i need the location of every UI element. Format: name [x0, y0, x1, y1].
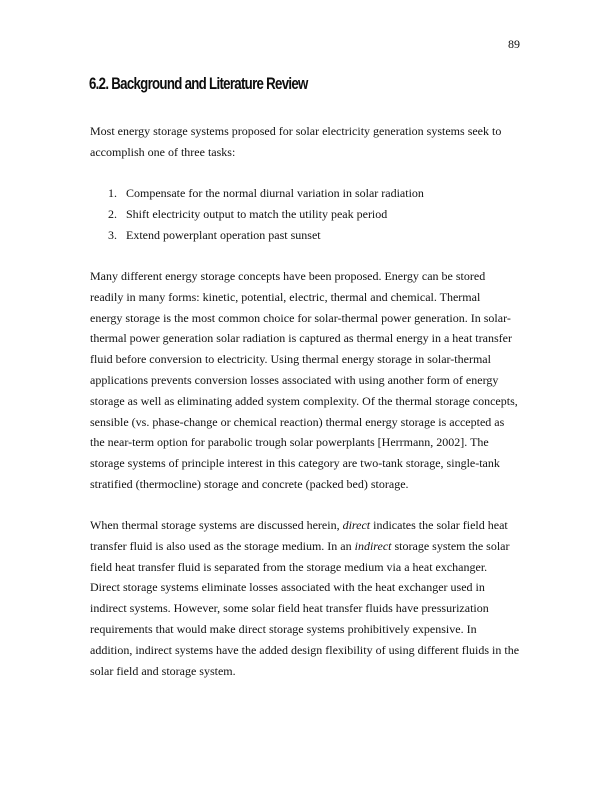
- text-line: addition, indirect systems have the added design flexibility of using different fluids in the: [90, 642, 520, 657]
- list-number: 1.: [108, 186, 117, 200]
- term-direct: direct: [342, 518, 371, 532]
- text-line: accomplish one of three tasks:: [90, 144, 236, 159]
- text-line: the near-term option for parabolic trough solar powerplants [Herrmann, 2002]. The: [90, 435, 489, 450]
- text-line: solar field and storage system.: [90, 663, 236, 678]
- text-line: readily in many forms: kinetic, potential, electric, thermal and chemical. Thermal: [90, 289, 481, 304]
- direct-indirect-paragraph: [90, 515, 524, 681]
- list-number: 3.: [108, 227, 117, 242]
- storage-concepts-paragraph: [90, 266, 524, 495]
- text-line: storage systems of principle interest in this category are two-tank storage, single-tank: [90, 456, 500, 471]
- list-number: 2.: [108, 206, 117, 221]
- text-line: fluid before conversion to electricity. Using thermal energy storage in solar-thermal: [90, 352, 491, 367]
- text-line: Direct storage systems eliminate losses associated with the heat exchanger used in: [90, 580, 485, 595]
- section-heading: 6.2. Background and Literature Review: [89, 74, 308, 93]
- text-line: indirect systems. However, some solar field heat transfer fluids have pressurization: [90, 601, 489, 616]
- text-line: applications prevents conversion losses associated with using another form of energy: [90, 372, 499, 387]
- task-list: [90, 183, 424, 245]
- list-item: [90, 183, 424, 204]
- list-text: Extend powerplant operation past sunset: [126, 227, 321, 242]
- list-text: Compensate for the normal diurnal variation in solar radiation: [126, 186, 424, 200]
- text-line: requirements that would make direct storage systems prohibitively expensive. In: [90, 621, 477, 636]
- text-line: Many different energy storage concepts have been proposed. Energy can be stored: [90, 269, 486, 283]
- text-run: transfer fluid is also used as the storage medium. In an: [90, 538, 355, 553]
- page-number: 89: [508, 37, 520, 51]
- text-line: storage as well as eliminating added system complexity. Of the thermal storage concepts,: [90, 393, 518, 408]
- text-run: When thermal storage systems are discussed herein,: [90, 518, 343, 532]
- term-indirect: indirect: [354, 538, 392, 553]
- text-line: sensible (vs. phase-change or chemical reaction) thermal energy storage is accepted as: [90, 414, 505, 429]
- list-text: Shift electricity output to match the utility peak period: [126, 206, 388, 221]
- text-line: Most energy storage systems proposed for solar electricity generation systems seek to: [90, 124, 502, 138]
- text-line: [90, 536, 524, 557]
- list-item: [90, 225, 424, 246]
- text-line: [90, 515, 524, 536]
- text-line: thermal power generation solar radiation is captured as thermal energy in a heat transfer: [90, 331, 512, 346]
- list-item: [90, 204, 424, 225]
- text-line: field heat transfer fluid is separated from the storage medium via a heat exchanger.: [90, 559, 488, 574]
- text-run: indicates the solar field heat: [370, 518, 508, 532]
- intro-paragraph: [90, 121, 524, 163]
- text-run: storage system the solar: [391, 538, 510, 553]
- text-line: energy storage is the most common choice for solar-thermal power generation. In solar-: [90, 310, 511, 325]
- text-line: stratified (thermocline) storage and concrete (packed bed) storage.: [90, 476, 409, 491]
